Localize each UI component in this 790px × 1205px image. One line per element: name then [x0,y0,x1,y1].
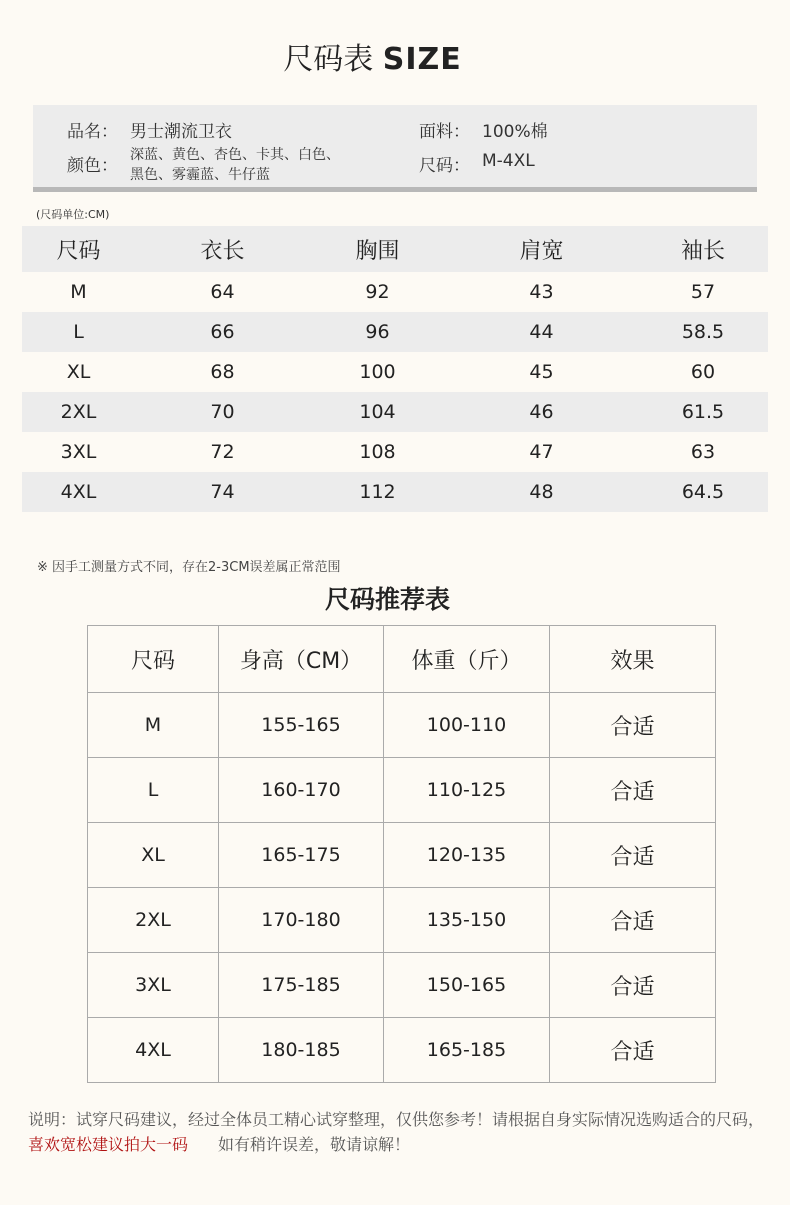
table-cell: 68 [210,361,235,383]
table-cell: 135-150 [384,888,550,953]
table-cell: 160-170 [219,758,384,823]
table-cell: 64 [210,281,235,303]
table-cell: 4XL [22,472,135,512]
table-cell: 64.5 [638,472,768,512]
table-cell: 合适 [550,888,716,953]
table-cell: 46 [445,392,638,432]
table-cell: 66 [135,312,310,352]
title-en: SIZE [382,42,462,77]
footer-note [28,1107,768,1157]
table-cell: 70 [135,392,310,432]
color-line-1: 深蓝、黄色、杏色、卡其、白色、 [130,147,340,163]
header-cell: 身高（CM） [219,626,384,693]
table-cell: 4XL [88,1018,219,1083]
table-row [88,823,716,888]
table-cell: 120-135 [384,823,550,888]
table-row [88,758,716,823]
page-title [0,34,745,78]
color-line-2: 黑色、雾霾蓝、牛仔蓝 [130,167,270,183]
table-cell: 108 [359,441,396,463]
table-row [22,272,768,312]
table-cell: 112 [310,472,445,512]
header-cell: 肩宽 [445,226,638,272]
header-cell: 衣长 [135,226,310,272]
table-cell: 合适 [550,1018,716,1083]
product-name-value: 男士潮流卫衣 [130,122,232,142]
table-cell: 155-165 [219,693,384,758]
table-row [22,472,768,512]
title-cn: 尺码表 [283,42,374,77]
table-cell: 74 [135,472,310,512]
header-cell: 袖长 [638,226,768,272]
size-range-value: M-4XL [482,151,535,171]
table-cell: L [22,312,135,352]
table-cell: L [88,758,219,823]
table-cell: 57 [690,281,716,303]
table-cell: 61.5 [638,392,768,432]
footer-text: 说明：试穿尺码建议，经过全体员工精心试穿整理，仅供您参考！请根据自身实际情况选购适合的尺码， [28,1110,765,1129]
table-cell: M [88,693,219,758]
table-cell: 96 [310,312,445,352]
table-cell: 58.5 [638,312,768,352]
table-cell: 72 [210,441,235,463]
table-cell: 合适 [550,693,716,758]
size-range-label: 尺码： [419,156,470,176]
table-cell: 180-185 [219,1018,384,1083]
table-row [22,432,768,472]
table-cell: 175-185 [219,953,384,1018]
table-cell: 3XL [88,953,219,1018]
table-row [22,392,768,432]
table-cell: 44 [445,312,638,352]
table-row [88,953,716,1018]
measurement-note: ※ 因手工测量方式不同，存在2-3CM误差属正常范围 [37,560,341,575]
table-cell: 45 [529,361,554,383]
table-cell: 2XL [88,888,219,953]
table-cell: 3XL [60,441,97,463]
table-cell: 合适 [550,758,716,823]
fabric-value: 100%棉 [482,122,548,142]
table-cell: 47 [529,441,554,463]
size-table [22,226,768,512]
footer-text-end: 如有稍许误差，敬请谅解！ [218,1135,411,1154]
table-cell: XL [88,823,219,888]
table-cell: 60 [690,361,716,383]
fabric-label: 面料： [419,122,470,142]
table-cell: 100-110 [384,693,550,758]
table-cell: 165-185 [384,1018,550,1083]
table-cell: 110-125 [384,758,550,823]
table-cell: 合适 [550,953,716,1018]
color-values [130,145,340,185]
recommend-title: 尺码推荐表 [324,585,450,614]
table-row [22,312,768,352]
size-table-header [22,226,768,272]
header-cell: 尺码 [88,626,219,693]
header-cell: 效果 [550,626,716,693]
product-name-label: 品名： [67,122,118,142]
table-cell: M [70,281,87,303]
table-cell: 合适 [550,823,716,888]
table-cell: XL [66,361,91,383]
table-cell: 150-165 [384,953,550,1018]
footer-highlight: 喜欢宽松建议拍大一码 [28,1135,189,1154]
table-cell: 63 [690,441,716,463]
header-cell: 胸围 [310,226,445,272]
table-row [88,1018,716,1083]
table-cell: 104 [310,392,445,432]
table-cell: 165-175 [219,823,384,888]
recommend-table [87,625,716,1083]
header-cell: 尺码 [22,226,135,272]
table-cell: 43 [529,281,554,303]
color-label: 颜色： [67,156,118,176]
table-cell: 2XL [22,392,135,432]
recommend-table-header [88,626,716,693]
table-cell: 170-180 [219,888,384,953]
table-row [22,352,768,392]
table-row [88,888,716,953]
unit-note: (尺码单位:CM) [36,208,110,221]
table-row [88,693,716,758]
table-cell: 100 [359,361,396,383]
table-cell: 92 [365,281,390,303]
product-info-panel [33,105,757,192]
header-cell: 体重（斤） [384,626,550,693]
table-cell: 48 [445,472,638,512]
